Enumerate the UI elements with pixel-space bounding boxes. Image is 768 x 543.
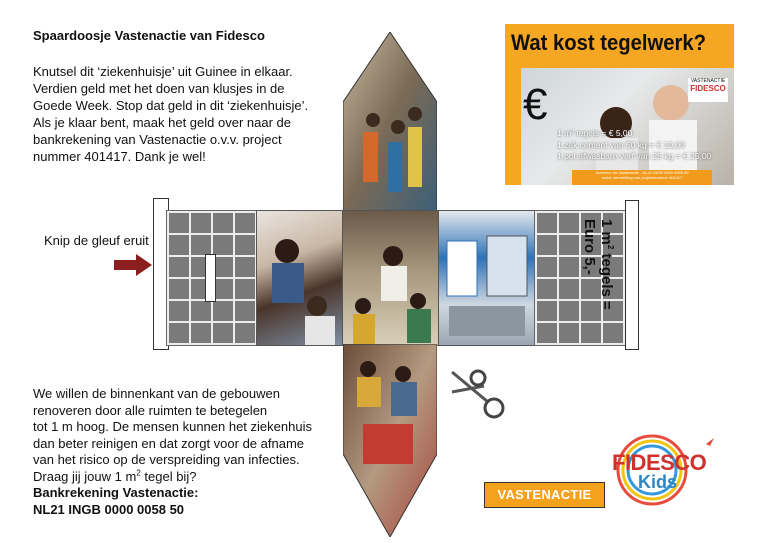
bank-label: Bankrekening Vastenactie: (33, 485, 199, 500)
roof-bottom-panel (343, 344, 437, 537)
photo-panel-3 (438, 210, 536, 346)
page-title: Spaardoosje Vastenactie van Fidesco (33, 28, 265, 43)
ad-donation-bar: Doneren via Vastenactie - NL21 INGB 0000 0058 50 onder vermelding van projectnummer 401417 (572, 170, 712, 185)
tile-cost-ad (505, 24, 734, 185)
photo-panel-1 (256, 210, 344, 346)
euro-icon: € (523, 80, 548, 129)
ad-price-list: 1 m² tegels = € 5,00 1 zak cement van 50 kg = € 10,00 1 pot afwasbare verf van 25 kg = € 25,00 (557, 128, 712, 161)
vastenactie-logo: VASTENACTIE (484, 482, 605, 508)
ad-logo: VASTENACTIE FIDESCO (688, 78, 728, 102)
tile-question: Draag jij jouw 1 $m^2$ tegel bij? (33, 468, 197, 484)
arrow-right-icon (114, 252, 154, 278)
coin-slot (205, 254, 216, 302)
scissors-icon (446, 366, 510, 422)
photo-panel-center (342, 210, 440, 346)
tile-price-label: 1 $m^2$ tegels = Euro 5,- (581, 219, 615, 310)
roof-top-panel (343, 32, 437, 212)
cut-slot-label: Knip de gleuf eruit (44, 233, 149, 248)
ad-title: Wat kost tegelwerk? (511, 30, 706, 55)
project-description: We willen de binnenkant van de gebouwen renoveren door alle ruimten te betegelen tot 1 m hoog. De mensen kunnen het ziekenhuis dan beter reinigen en dat zorgt voor de afname van het risico op de verspreiding van infecties. Draag jij jouw 1 $m^2$ tegel bij? Bankrekening Vastenactie: NL21 INGB 0000 0058 50 (33, 386, 312, 517)
intro-text: Knutsel dit ‘ziekenhuisje’ uit Guinee in elkaar. Verdien geld met het doen van klusjes in de Goede Week. Stop dat geld in dit ‘ziekenhuisje’. Als je klaar bent, maak het geld over naar de bankrekening van Vastenactie o.v.v. project nummer 401417. Dank je wel! (33, 64, 309, 164)
fidesco-kids-logo: FIDESCO Kids (610, 430, 728, 510)
bank-number: NL21 INGB 0000 0058 50 (33, 501, 185, 517)
